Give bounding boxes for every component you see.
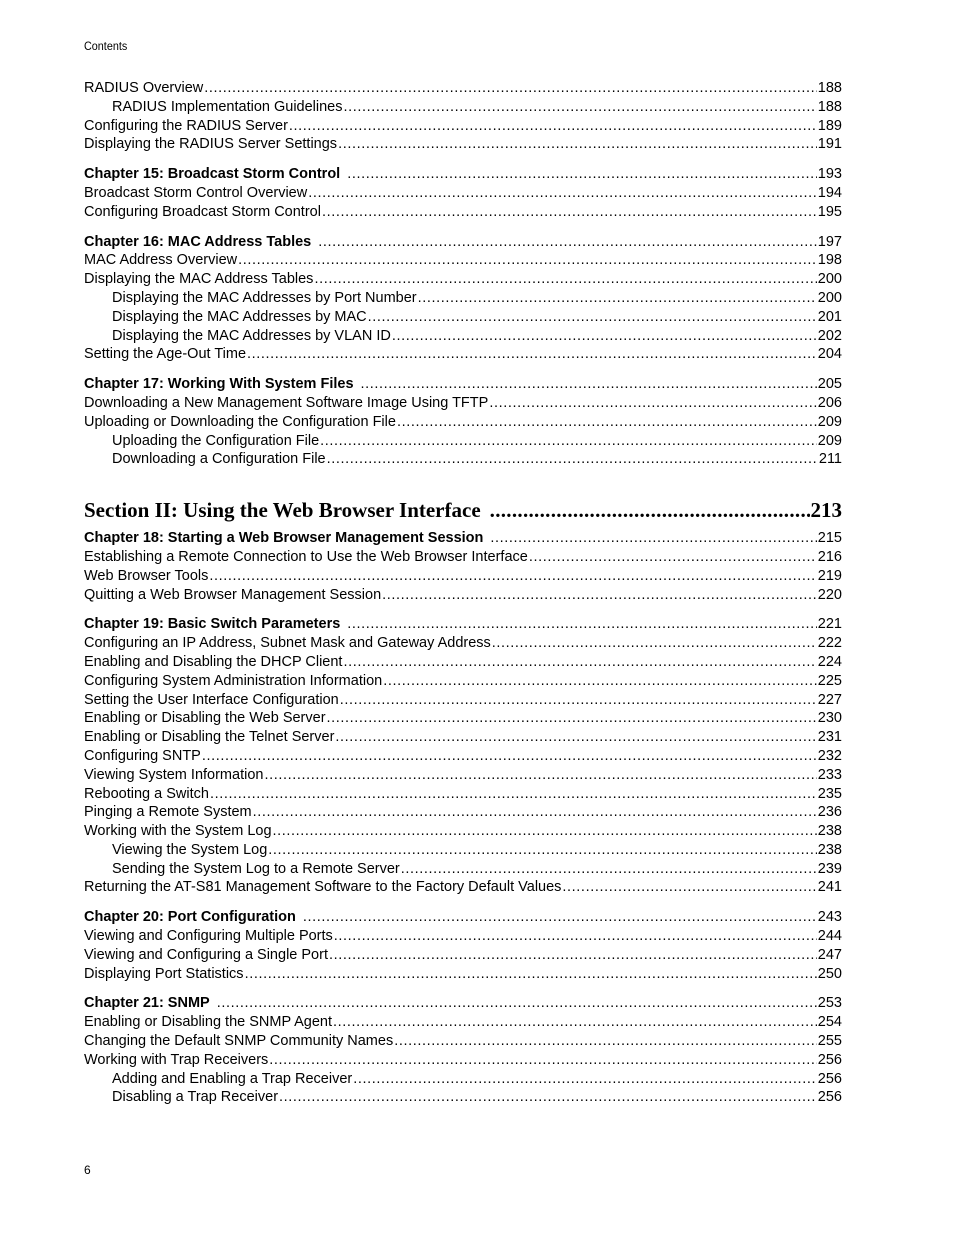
toc-entry[interactable] bbox=[84, 586, 842, 605]
toc-entry-title: Setting the Age-Out Time bbox=[84, 346, 247, 363]
dot-leader bbox=[202, 747, 817, 766]
toc-entry[interactable] bbox=[84, 432, 842, 451]
toc-entry-page: 244 bbox=[817, 928, 842, 945]
toc-entry[interactable] bbox=[84, 289, 842, 308]
dot-leader bbox=[329, 946, 817, 965]
toc-entry-title: Downloading a Configuration File bbox=[112, 451, 326, 468]
toc-entry-page: 254 bbox=[817, 1014, 842, 1031]
toc-entry[interactable] bbox=[84, 841, 842, 860]
toc-entry-title: Displaying Port Statistics bbox=[84, 965, 244, 982]
toc-entry-title: Displaying the RADIUS Server Settings bbox=[84, 136, 338, 153]
toc-entry[interactable] bbox=[84, 1051, 842, 1070]
toc-entry-title: Viewing the System Log bbox=[112, 841, 268, 858]
toc-entry-title: Adding and Enabling a Trap Receiver bbox=[112, 1070, 353, 1087]
toc-entry-title: Chapter 16: MAC Address Tables bbox=[84, 233, 312, 250]
dot-leader bbox=[327, 709, 817, 728]
toc-entry-title: Uploading the Configuration File bbox=[112, 432, 320, 449]
dot-leader bbox=[269, 1051, 817, 1070]
toc-entry-title: Displaying the MAC Addresses by Port Number bbox=[112, 289, 417, 306]
table-of-contents bbox=[84, 79, 842, 1107]
toc-entry-page: 221 bbox=[817, 616, 842, 633]
toc-entry-page: 188 bbox=[817, 98, 842, 115]
toc-entry-page: 220 bbox=[817, 586, 842, 603]
dot-leader bbox=[289, 117, 817, 136]
toc-entry-page: 256 bbox=[817, 1089, 842, 1106]
toc-entry-page: 195 bbox=[817, 203, 842, 220]
toc-entry-title: Chapter 15: Broadcast Storm Control bbox=[84, 166, 341, 183]
toc-chapter[interactable] bbox=[84, 529, 842, 548]
dot-leader bbox=[382, 586, 817, 605]
dot-leader bbox=[394, 1032, 817, 1051]
toc-entry[interactable] bbox=[84, 878, 842, 897]
toc-entry-title: Web Browser Tools bbox=[84, 567, 209, 584]
toc-entry-title: Quitting a Web Browser Management Session bbox=[84, 586, 382, 603]
dot-leader bbox=[247, 345, 817, 364]
toc-entry-title: Setting the User Interface Configuration bbox=[84, 691, 339, 708]
toc-entry-title: Working with the System Log bbox=[84, 823, 272, 840]
toc-entry-page: 219 bbox=[817, 567, 842, 584]
toc-entry-title: Rebooting a Switch bbox=[84, 785, 209, 802]
dot-leader bbox=[397, 413, 817, 432]
dot-leader bbox=[327, 450, 818, 469]
toc-entry[interactable] bbox=[84, 785, 842, 804]
toc-entry-title: Enabling and Disabling the DHCP Client bbox=[84, 653, 343, 670]
toc-entry-title: Pinging a Remote System bbox=[84, 804, 252, 821]
dot-leader bbox=[392, 327, 817, 346]
dot-leader bbox=[238, 251, 817, 270]
toc-entry-page: 204 bbox=[817, 346, 842, 363]
dot-leader bbox=[322, 203, 817, 222]
toc-entry-page: 225 bbox=[817, 672, 842, 689]
toc-entry[interactable] bbox=[84, 413, 842, 432]
toc-entry[interactable] bbox=[84, 691, 842, 710]
toc-entry-title: Enabling or Disabling the SNMP Agent bbox=[84, 1014, 332, 1031]
toc-entry-title: Viewing and Configuring a Single Port bbox=[84, 946, 328, 963]
toc-entry-title: RADIUS Implementation Guidelines bbox=[112, 98, 343, 115]
dot-leader bbox=[353, 1070, 817, 1089]
dot-leader bbox=[268, 841, 817, 860]
dot-leader bbox=[334, 927, 817, 946]
toc-entry[interactable] bbox=[84, 98, 842, 117]
toc-entry-title: Downloading a New Management Software Image Using TFTP bbox=[84, 394, 489, 411]
dot-leader bbox=[318, 233, 817, 252]
toc-entry[interactable] bbox=[84, 79, 842, 98]
dot-leader bbox=[492, 634, 817, 653]
toc-entry[interactable] bbox=[84, 672, 842, 691]
toc-entry-page: 206 bbox=[817, 394, 842, 411]
dot-leader bbox=[343, 653, 816, 672]
toc-entry[interactable] bbox=[84, 117, 842, 136]
running-header: Contents bbox=[84, 39, 128, 53]
toc-entry-page: 250 bbox=[817, 965, 842, 982]
toc-entry-page: 191 bbox=[817, 136, 842, 153]
toc-entry-page: 211 bbox=[818, 451, 842, 468]
toc-entry-page: 189 bbox=[817, 117, 842, 134]
dot-leader bbox=[529, 548, 817, 567]
toc-entry-title: Sending the System Log to a Remote Server bbox=[112, 860, 400, 877]
toc-chapter[interactable] bbox=[84, 908, 842, 927]
toc-entry-title: Chapter 20: Port Configuration bbox=[84, 909, 296, 926]
dot-leader bbox=[347, 165, 817, 184]
toc-entry-page: 230 bbox=[817, 710, 842, 727]
toc-entry-title: Chapter 19: Basic Switch Parameters bbox=[84, 616, 341, 633]
dot-leader bbox=[368, 308, 817, 327]
toc-entry-title: Displaying the MAC Address Tables bbox=[84, 271, 314, 288]
toc-entry-title: Enabling or Disabling the Telnet Server bbox=[84, 729, 335, 746]
dot-leader bbox=[338, 135, 817, 154]
toc-entry[interactable] bbox=[84, 135, 842, 154]
toc-entry-title: Chapter 17: Working With System Files bbox=[84, 376, 354, 393]
toc-entry[interactable] bbox=[84, 450, 842, 469]
dot-leader bbox=[335, 728, 816, 747]
toc-entry-title: Uploading or Downloading the Configuration File bbox=[84, 413, 396, 430]
dot-leader bbox=[347, 615, 817, 634]
dot-leader bbox=[361, 375, 817, 394]
toc-entry[interactable] bbox=[84, 822, 842, 841]
toc-entry[interactable] bbox=[84, 1013, 842, 1032]
toc-entry-title: Disabling a Trap Receiver bbox=[112, 1089, 279, 1106]
toc-entry-page: 213 bbox=[810, 498, 842, 523]
toc-entry-page: 238 bbox=[817, 823, 842, 840]
toc-entry-page: 224 bbox=[817, 653, 842, 670]
dot-leader bbox=[340, 691, 817, 710]
toc-entry-title: MAC Address Overview bbox=[84, 252, 238, 269]
toc-entry-title: Establishing a Remote Connection to Use the Web Browser Interface bbox=[84, 548, 528, 565]
dot-leader bbox=[209, 567, 816, 586]
toc-entry[interactable] bbox=[84, 184, 842, 203]
toc-entry-page: 256 bbox=[817, 1070, 842, 1087]
toc-entry-page: 209 bbox=[817, 432, 842, 449]
toc-entry-page: 222 bbox=[817, 635, 842, 652]
toc-entry-page: 193 bbox=[817, 166, 842, 183]
toc-entry-page: 202 bbox=[817, 327, 842, 344]
dot-leader bbox=[314, 270, 816, 289]
dot-leader bbox=[217, 994, 817, 1013]
toc-entry-page: 200 bbox=[817, 289, 842, 306]
toc-entry-page: 231 bbox=[817, 729, 842, 746]
toc-entry[interactable] bbox=[84, 567, 842, 586]
toc-entry[interactable] bbox=[84, 270, 842, 289]
toc-chapter[interactable] bbox=[84, 615, 842, 634]
toc-entry-page: 200 bbox=[817, 271, 842, 288]
dot-leader bbox=[253, 803, 817, 822]
toc-entry-page: 198 bbox=[817, 252, 842, 269]
dot-leader bbox=[273, 822, 817, 841]
toc-entry-title: Configuring the RADIUS Server bbox=[84, 117, 288, 134]
toc-entry[interactable] bbox=[84, 327, 842, 346]
toc-entry[interactable] bbox=[84, 803, 842, 822]
toc-entry[interactable] bbox=[84, 203, 842, 222]
toc-entry-page: 233 bbox=[817, 766, 842, 783]
toc-entry[interactable] bbox=[84, 653, 842, 672]
toc-entry-page: 205 bbox=[817, 376, 842, 393]
dot-leader bbox=[490, 496, 810, 524]
toc-entry-page: 201 bbox=[817, 308, 842, 325]
dot-leader bbox=[344, 98, 817, 117]
toc-entry[interactable] bbox=[84, 766, 842, 785]
toc-entry[interactable] bbox=[84, 634, 842, 653]
dot-leader bbox=[245, 965, 817, 984]
toc-entry-title: Section II: Using the Web Browser Interface bbox=[84, 498, 481, 523]
dot-leader bbox=[383, 672, 817, 691]
dot-leader bbox=[401, 860, 817, 879]
toc-entry-title: Configuring an IP Address, Subnet Mask and Gateway Address bbox=[84, 635, 491, 652]
toc-entry-page: 235 bbox=[817, 785, 842, 802]
toc-entry-page: 238 bbox=[817, 841, 842, 858]
toc-section[interactable] bbox=[84, 496, 842, 524]
toc-entry-title: Viewing System Information bbox=[84, 766, 264, 783]
toc-entry-title: Enabling or Disabling the Web Server bbox=[84, 710, 326, 727]
toc-entry-title: Chapter 18: Starting a Web Browser Management Session bbox=[84, 530, 484, 547]
toc-entry-page: 247 bbox=[817, 946, 842, 963]
toc-entry-page: 256 bbox=[817, 1051, 842, 1068]
toc-entry-page: 253 bbox=[817, 995, 842, 1012]
dot-leader bbox=[303, 908, 817, 927]
toc-entry-page: 243 bbox=[817, 909, 842, 926]
dot-leader bbox=[204, 79, 817, 98]
dot-leader bbox=[490, 529, 816, 548]
toc-entry[interactable] bbox=[84, 860, 842, 879]
dot-leader bbox=[320, 432, 817, 451]
toc-entry-page: 239 bbox=[817, 860, 842, 877]
toc-entry[interactable] bbox=[84, 394, 842, 413]
toc-entry-page: 194 bbox=[817, 184, 842, 201]
toc-entry[interactable] bbox=[84, 345, 842, 364]
toc-entry[interactable] bbox=[84, 728, 842, 747]
toc-entry[interactable] bbox=[84, 1070, 842, 1089]
toc-entry-title: Configuring System Administration Information bbox=[84, 672, 383, 689]
page-number: 6 bbox=[84, 1163, 91, 1177]
toc-entry-title: RADIUS Overview bbox=[84, 80, 204, 96]
dot-leader bbox=[489, 394, 816, 413]
toc-entry-title: Broadcast Storm Control Overview bbox=[84, 184, 308, 201]
dot-leader bbox=[308, 184, 817, 203]
toc-chapter[interactable] bbox=[84, 233, 842, 252]
toc-entry-page: 215 bbox=[817, 530, 842, 547]
toc-entry[interactable] bbox=[84, 548, 842, 567]
toc-entry-page: 236 bbox=[817, 804, 842, 821]
dot-leader bbox=[279, 1088, 817, 1107]
toc-entry[interactable] bbox=[84, 709, 842, 728]
dot-leader bbox=[210, 785, 817, 804]
toc-entry-title: Configuring Broadcast Storm Control bbox=[84, 203, 321, 220]
toc-entry-page: 216 bbox=[817, 548, 842, 565]
toc-entry-page: 188 bbox=[817, 80, 842, 96]
toc-entry[interactable] bbox=[84, 1032, 842, 1051]
dot-leader bbox=[418, 289, 817, 308]
toc-entry-title: Displaying the MAC Addresses by VLAN ID bbox=[112, 327, 391, 344]
toc-entry[interactable] bbox=[84, 747, 842, 766]
toc-entry[interactable] bbox=[84, 1088, 842, 1107]
toc-entry[interactable] bbox=[84, 965, 842, 984]
dot-leader bbox=[333, 1013, 817, 1032]
toc-entry-page: 197 bbox=[817, 233, 842, 250]
toc-entry[interactable] bbox=[84, 251, 842, 270]
toc-entry-title: Configuring SNTP bbox=[84, 747, 201, 764]
toc-entry-title: Returning the AT-S81 Management Software to the Factory Default Values bbox=[84, 879, 562, 896]
toc-entry-page: 209 bbox=[817, 413, 842, 430]
toc-entry-title: Chapter 21: SNMP bbox=[84, 995, 210, 1012]
toc-entry-page: 255 bbox=[817, 1033, 842, 1050]
toc-chapter[interactable] bbox=[84, 165, 842, 184]
toc-entry-title: Changing the Default SNMP Community Names bbox=[84, 1033, 394, 1050]
toc-entry-page: 227 bbox=[817, 691, 842, 708]
toc-entry[interactable] bbox=[84, 946, 842, 965]
toc-entry[interactable] bbox=[84, 927, 842, 946]
toc-entry[interactable] bbox=[84, 308, 842, 327]
toc-entry-page: 241 bbox=[817, 879, 842, 896]
toc-entry-page: 232 bbox=[817, 747, 842, 764]
toc-entry-title: Working with Trap Receivers bbox=[84, 1051, 269, 1068]
dot-leader bbox=[562, 878, 816, 897]
dot-leader bbox=[264, 766, 816, 785]
toc-entry-title: Viewing and Configuring Multiple Ports bbox=[84, 928, 333, 945]
toc-chapter[interactable] bbox=[84, 994, 842, 1013]
toc-entry-title: Displaying the MAC Addresses by MAC bbox=[112, 308, 367, 325]
toc-chapter[interactable] bbox=[84, 375, 842, 394]
